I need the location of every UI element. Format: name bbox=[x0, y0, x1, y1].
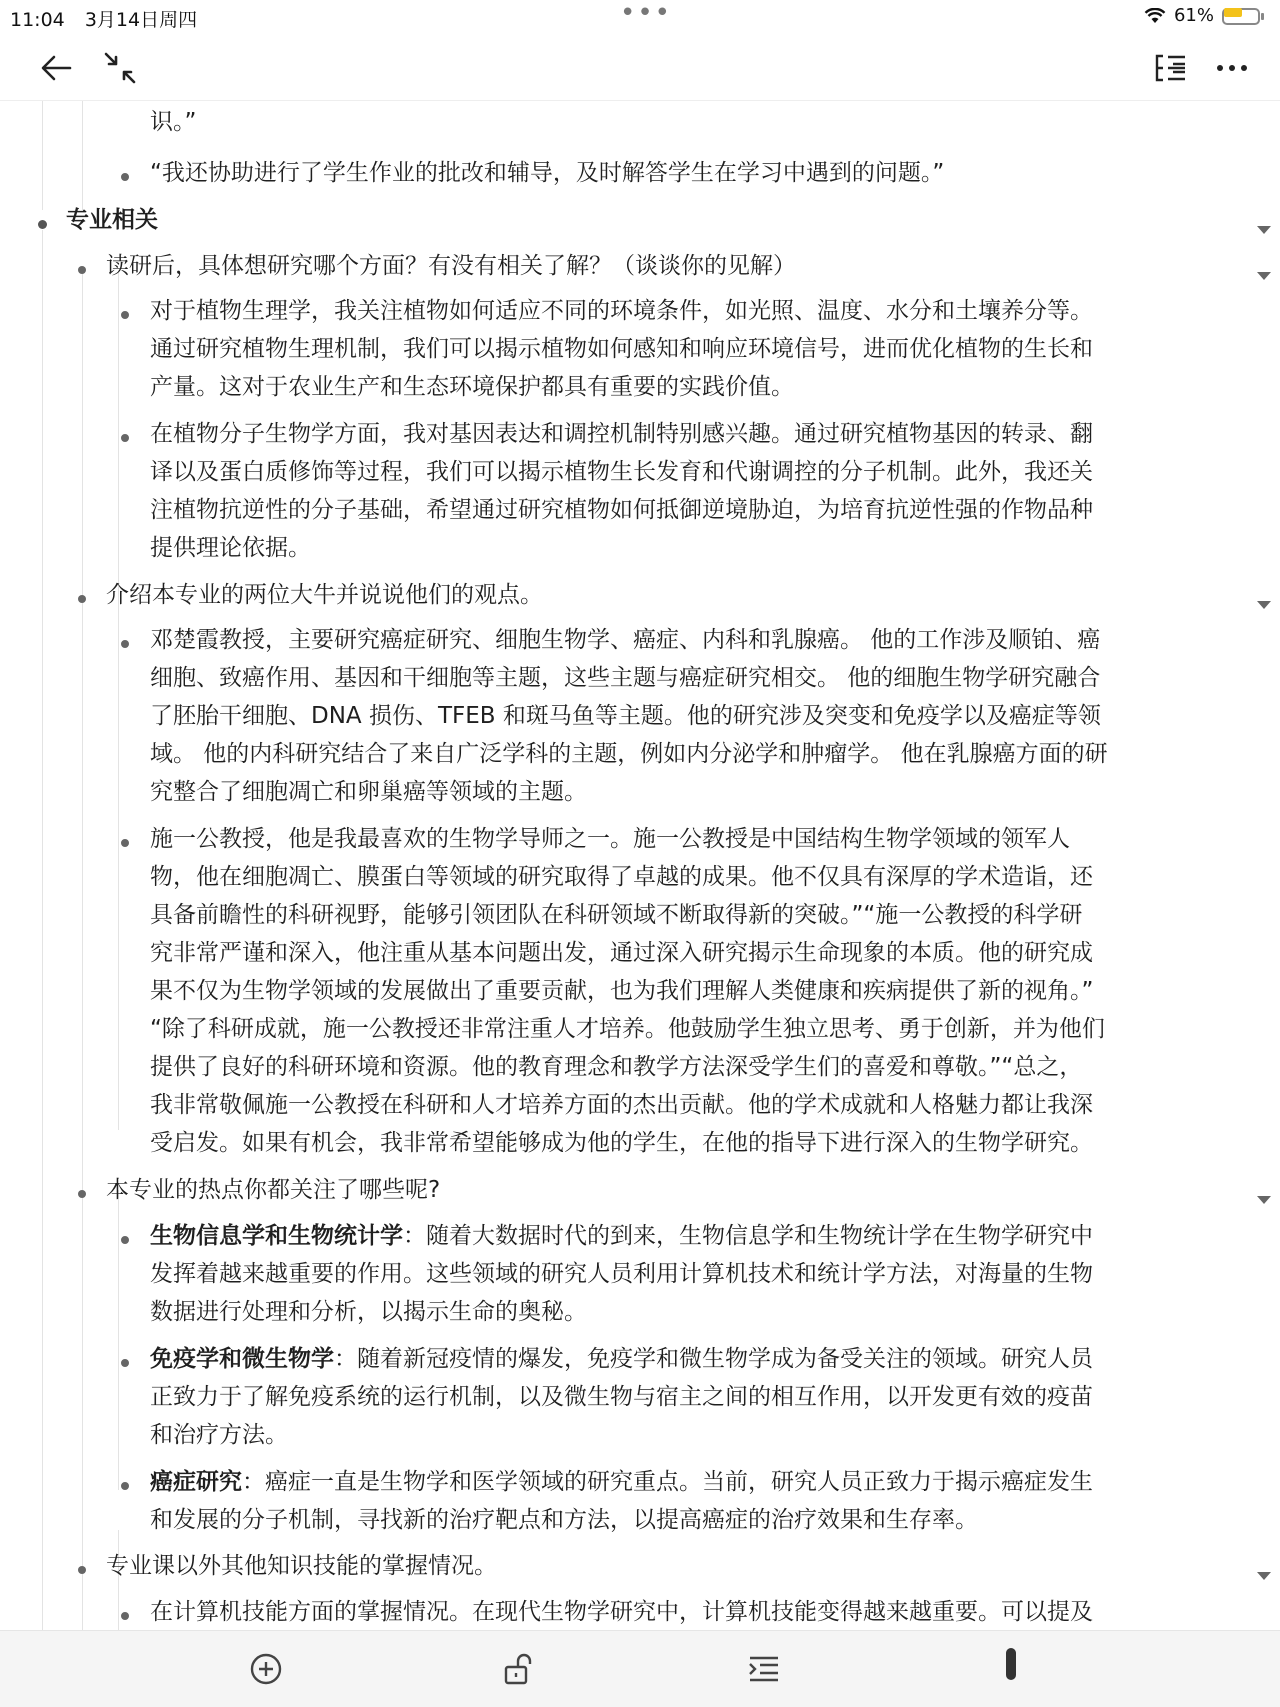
text-line: 了胚胎干细胞、DNA 损伤、TFEB 和斑马鱼等主题。他的研究涉及突变和免疫学以及癌症等领 bbox=[150, 703, 1101, 729]
bottom-toolbar bbox=[0, 1630, 1280, 1707]
list-item-title: 专业课以外其他知识技能的掌握情况。 bbox=[106, 1553, 497, 1579]
text-line bbox=[150, 1463, 1093, 1501]
wifi-icon bbox=[1144, 8, 1166, 24]
list-indent-icon[interactable] bbox=[744, 1649, 784, 1689]
list-bullet bbox=[78, 595, 86, 603]
list-item-title: 本专业的热点你都关注了哪些呢? bbox=[106, 1177, 441, 1203]
list-bullet bbox=[121, 434, 129, 442]
text-line: 通过研究植物生理机制，我们可以揭示植物如何感知和响应环境信号，进而优化植物的生长和 bbox=[150, 336, 1093, 362]
text-line: 发挥着越来越重要的作用。这些领域的研究人员利用计算机技术和统计学方法，对海量的生物 bbox=[150, 1261, 1093, 1287]
fold-toggle-icon[interactable] bbox=[1256, 224, 1272, 236]
status-bar bbox=[0, 0, 1280, 34]
bold-term: 免疫学和微生物学 bbox=[150, 1346, 334, 1372]
text-line: 识。” bbox=[150, 109, 197, 135]
text-line: 果不仅为生物学领域的发展做出了重要贡献，也为我们理解人类健康和疾病提供了新的视角。” bbox=[150, 978, 1094, 1004]
indent-guide bbox=[118, 570, 119, 1130]
outline-icon[interactable] bbox=[1150, 48, 1190, 88]
list-item-title: 读研后，具体想研究哪个方面？有没有相关了解？（谈谈你的见解） bbox=[106, 253, 796, 279]
text-line: 在计算机技能方面的掌握情况。在现代生物学研究中，计算机技能变得越来越重要。可以提及 bbox=[150, 1599, 1093, 1625]
bold-term: 癌症研究 bbox=[150, 1469, 242, 1495]
add-circle-icon[interactable] bbox=[246, 1649, 286, 1689]
term-description: ：随着新冠疫情的爆发，免疫学和微生物学成为备受关注的领域。研究人员 bbox=[334, 1346, 1093, 1372]
text-line: 物，他在细胞凋亡、膜蛋白等领域的研究取得了卓越的成果。他不仅具有深厚的学术造诣，还 bbox=[150, 864, 1093, 890]
text-line: 在植物分子生物学方面，我对基因表达和调控机制特别感兴趣。通过研究植物基因的转录、翻 bbox=[150, 421, 1093, 447]
list-bullet bbox=[78, 266, 86, 274]
list-bullet bbox=[78, 1190, 86, 1198]
text-line: “我还协助进行了学生作业的批改和辅导，及时解答学生在学习中遇到的问题。” bbox=[150, 160, 945, 186]
indent-guide bbox=[118, 270, 119, 590]
fold-toggle-icon[interactable] bbox=[1256, 1194, 1272, 1206]
status-time bbox=[10, 5, 197, 32]
battery-level bbox=[1224, 8, 1242, 17]
term-description: ：随着大数据时代的到来，生物信息学和生物统计学在生物学研究中 bbox=[403, 1223, 1093, 1249]
more-icon[interactable] bbox=[1212, 48, 1252, 88]
text-line bbox=[150, 1340, 1093, 1378]
text-line: 究整合了细胞凋亡和卵巢癌等领域的主题。 bbox=[150, 779, 587, 805]
document-content bbox=[0, 70, 1280, 1630]
list-bullet bbox=[121, 1236, 129, 1244]
bold-term: 生物信息学和生物统计学 bbox=[150, 1223, 403, 1249]
battery-percent: 61% bbox=[1173, 5, 1214, 26]
text-line: 邓楚霞教授，主要研究癌症研究、细胞生物学、癌症、内科和乳腺癌。 他的工作涉及顺铂、癌 bbox=[150, 627, 1101, 653]
list-bullet bbox=[121, 311, 129, 319]
back-icon[interactable] bbox=[36, 48, 76, 88]
text-line: 和发展的分子机制，寻找新的治疗靶点和方法，以提高癌症的治疗效果和生存率。 bbox=[150, 1507, 978, 1533]
text-line: 产量。这对于农业生产和生态环境保护都具有重要的实践价值。 bbox=[150, 374, 794, 400]
list-bullet bbox=[121, 1359, 129, 1367]
text-line: 细胞、致癌作用、基因和干细胞等主题，这些主题与癌症研究相交。 他的细胞生物学研究融合 bbox=[150, 665, 1101, 691]
text-line: 域。 他的内科研究结合了来自广泛学科的主题，例如内分泌学和肿瘤学。 他在乳腺癌方面的研 bbox=[150, 741, 1108, 767]
text-line: 和治疗方法。 bbox=[150, 1422, 288, 1448]
text-line: 具备前瞻性的科研视野，能够引领团队在科研领域不断取得新的突破。”“施一公教授的科学研 bbox=[150, 902, 1083, 928]
list-bullet bbox=[121, 1612, 129, 1620]
text-line: 译以及蛋白质修饰等过程，我们可以揭示植物生长发育和代谢调控的分子机制。此外，我还关 bbox=[150, 459, 1093, 485]
status-right bbox=[1144, 5, 1266, 26]
text-line: “除了科研成就，施一公教授还非常注重人才培养。他鼓励学生独立思考、勇于创新，并为他们 bbox=[150, 1016, 1105, 1042]
text-line: 提供了良好的科研环境和资源。他的教育理念和教学方法深受学生们的喜爱和尊敬。”“总之， bbox=[150, 1054, 1083, 1080]
list-bullet bbox=[121, 640, 129, 648]
fold-toggle-icon[interactable] bbox=[1256, 1570, 1272, 1582]
date-text: 3月14日周四 bbox=[84, 9, 198, 31]
section-heading: 专业相关 bbox=[66, 207, 158, 233]
text-line: 我非常敬佩施一公教授在科研和人才培养方面的杰出贡献。他的学术成就和人格魅力都让我深 bbox=[150, 1092, 1093, 1118]
text-line: 提供理论依据。 bbox=[150, 535, 311, 561]
fold-toggle-icon[interactable] bbox=[1256, 270, 1272, 282]
text-line: 正致力于了解免疫系统的运行机制，以及微生物与宿主之间的相互作用，以开发更有效的疫苗 bbox=[150, 1384, 1093, 1410]
battery-icon bbox=[1222, 6, 1266, 26]
text-line: 对于植物生理学，我关注植物如何适应不同的环境条件，如光照、温度、水分和土壤养分等。 bbox=[150, 298, 1093, 324]
fold-toggle-icon[interactable] bbox=[1256, 599, 1272, 611]
indent-guide bbox=[42, 230, 43, 1630]
indent-guide bbox=[118, 1190, 119, 1490]
indent-guide bbox=[82, 270, 83, 1630]
term-description: ：癌症一直是生物学和医学领域的研究重点。当前，研究人员正致力于揭示癌症发生 bbox=[242, 1469, 1093, 1495]
text-line: 究非常严谨和深入，他注重从基本问题出发，通过深入研究揭示生命现象的本质。他的研究成 bbox=[150, 940, 1093, 966]
text-line: 受启发。如果有机会，我非常希望能够成为他的学生，在他的指导下进行深入的生物学研究。 bbox=[150, 1130, 1093, 1156]
top-toolbar bbox=[0, 34, 1280, 101]
unlock-icon[interactable] bbox=[498, 1649, 538, 1689]
list-bullet bbox=[121, 173, 129, 181]
text-line: 注植物抗逆性的分子基础，希望通过研究植物如何抵御逆境胁迫，为培育抗逆性强的作物品种 bbox=[150, 497, 1093, 523]
time-text: 11:04 bbox=[10, 9, 65, 31]
list-bullet bbox=[121, 839, 129, 847]
text-line: 数据进行处理和分析，以揭示生命的奥秘。 bbox=[150, 1299, 587, 1325]
text-line bbox=[150, 1217, 1093, 1255]
list-bullet bbox=[121, 1482, 129, 1490]
list-item-title: 介绍本专业的两位大牛并说说他们的观点。 bbox=[106, 582, 543, 608]
collapse-icon[interactable] bbox=[100, 48, 140, 88]
multitask-dots-icon[interactable]: ••• bbox=[620, 0, 673, 28]
list-bullet bbox=[78, 1566, 86, 1574]
text-line: 施一公教授，他是我最喜欢的生物学导师之一。施一公教授是中国结构生物学领域的领军人 bbox=[150, 826, 1070, 852]
home-indicator bbox=[1006, 1648, 1016, 1680]
list-bullet bbox=[38, 220, 47, 229]
